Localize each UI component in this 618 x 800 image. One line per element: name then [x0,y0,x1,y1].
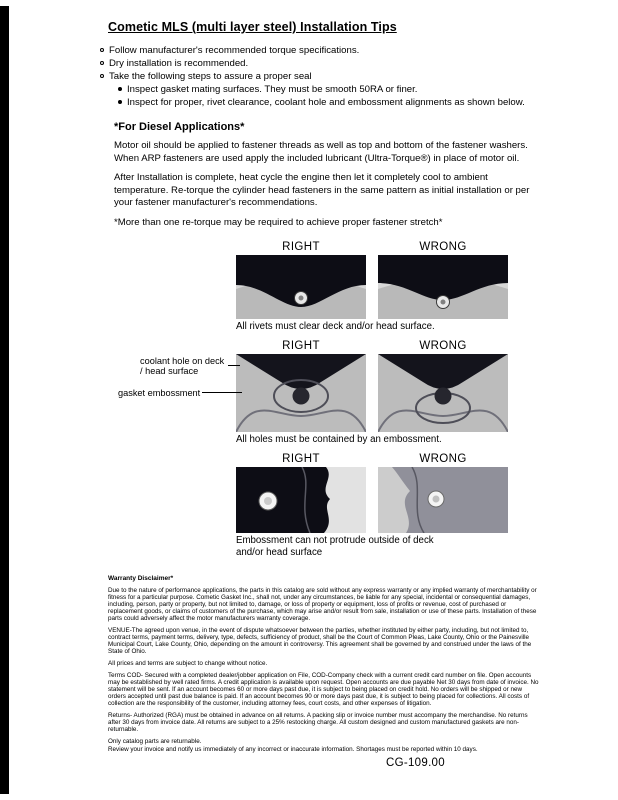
holes-right-image [236,354,366,432]
warranty-paragraph: Review your invoice and notify us immediately of any incorrect or inaccurate information. Shortages must be reported within 10 days. [108,746,478,753]
diagram-panels [236,467,508,533]
embossment-wrong-image [378,467,508,533]
diagram-caption: All holes must be contained by an embossment. [236,434,442,445]
warranty-paragraph: Terms COD- Secured with a completed dealer/jobber application on File, COD-Company check with a current credit card number on file. Open accounts may be established by well rated firms. A credit application is available upon request. Open accounts are due payable Net 30 days from date of invoice. No statement will be sent. If an account becomes 60 or more days past due, it is subject to being placed on credit hold. No orders will be shipped or new orders accepted until past due balance is paid. If an account becomes 90 or more days past due, it is subject to being placed for collections. All costs of collection are the responsibility of the customer, including attorney fees, court costs, and other expenses of litigation. [108,672,539,707]
callout-gasket-embossment: gasket embossment [118,388,201,398]
diesel-paragraph: After Installation is complete, heat cycle the engine then let it completely cool to ambient temperature. Re-torque the cylinder head fasteners in the same pattern as initial installation or per your fastener manufacturer's recommendations. [114,172,530,208]
wrong-column-header: WRONG [419,241,467,253]
warranty-section [108,575,540,753]
warranty-paragraph: Returns- Authorized (RGA) must be obtained in advance on all returns. A packing slip or invoice number must accompany the merchandise. No returns after 30 days from invoice date. All returns are subject to a 25% restocking charge. All custom designed and custom manufactured gaskets are non-returnable. [108,712,528,733]
callout-coolant-hole: coolant hole on deck / head surface [140,356,225,376]
diagram-panels [236,354,508,432]
rivet-wrong-image [378,255,508,319]
filled-bullet-icon [118,100,122,104]
column-headers [236,340,508,353]
tips-list [100,44,546,109]
open-bullet-icon [100,74,104,78]
column-headers [236,453,508,466]
bullet-text: Dry installation is recommended. [109,58,249,69]
list-item [100,44,546,57]
diagram-row-holes [118,340,508,446]
page-number: CG-109.00 [386,757,445,769]
left-border-bar [0,6,9,794]
diagram-block [118,241,508,559]
holes-wrong-image [378,354,508,432]
diesel-heading: *For Diesel Applications* [114,121,245,133]
diagram-caption: Embossment can not protrude outside of deck and/or head surface [236,535,434,558]
open-bullet-icon [100,61,104,65]
diagram-row-embossment [236,453,508,559]
list-item [118,96,546,109]
callout-line [228,365,240,366]
wrong-column-header: WRONG [419,453,467,465]
column-headers [236,241,508,254]
bullet-text: Follow manufacturer's recommended torque specifications. [109,45,360,56]
list-item [118,83,546,96]
embossment-right-image [236,467,366,533]
retorque-note: *More than one re-torque may be required to achieve proper fastener stretch* [114,216,443,228]
bullet-text: Inspect for proper, rivet clearance, coolant hole and embossment alignments as shown below. [127,97,525,108]
bullet-text: Inspect gasket mating surfaces. They must be smooth 50RA or finer. [127,84,418,95]
warranty-paragraph: VENUE-The agreed upon venue, in the event of dispute whatsoever between the parties, whether instituted by either party, including, but not limited to, contract terms, payment terms, delivery, type, defects, sufficiency of product, shall be the Court of Common Pleas, Lake County, Ohio or the Painesville Municipal Court, Lake County, Ohio, depending on the amount in controversy. This agreement shall be governed by and construed under the laws of the State of Ohio. [108,627,532,655]
warranty-heading: Warranty Disclaimer* [108,575,174,582]
right-column-header: RIGHT [282,340,320,352]
warranty-paragraph: Due to the nature of performance applications, the parts in this catalog are sold without any express warranty or any implied warranty of merchantability or fitness for a particular purpose. Cometic Gasket Inc., shall not, under any circumstances, be liable for any special, incidental or consequential damages, including, person, party or property, but not limited to, damage, or loss of property or equipment, loss of profits or revenue, cost of purchased or replacement goods, or claims of customers of the purchase, which may arise and/or result from sale, installation or use of these parts. Installation of these parts could adversely affect the motor manufacturers warranty coverage. [108,587,537,622]
wrong-column-header: WRONG [419,340,467,352]
callout-line [202,392,242,393]
content-area [108,20,546,758]
rivet-right-image [236,255,366,319]
page-title: Cometic MLS (multi layer steel) Installation Tips [108,20,397,34]
warranty-paragraph: Only catalog parts are returnable. [108,738,202,745]
list-item [100,57,546,70]
diagram-panels [236,255,508,319]
bullet-text: Take the following steps to assure a proper seal [109,71,312,82]
diagram-caption: All rivets must clear deck and/or head surface. [236,321,435,332]
right-column-header: RIGHT [282,241,320,253]
list-item [100,70,546,83]
filled-bullet-icon [118,87,122,91]
diesel-paragraph: Motor oil should be applied to fastener threads as well as top and bottom of the fastener washers. When ARP fasteners are used apply the included lubricant (Ultra-Torque®) in place of motor oil. [114,140,528,164]
open-bullet-icon [100,48,104,52]
right-column-header: RIGHT [282,453,320,465]
diagram-row-rivets [236,241,508,333]
warranty-paragraph: All prices and terms are subject to change without notice. [108,660,268,667]
